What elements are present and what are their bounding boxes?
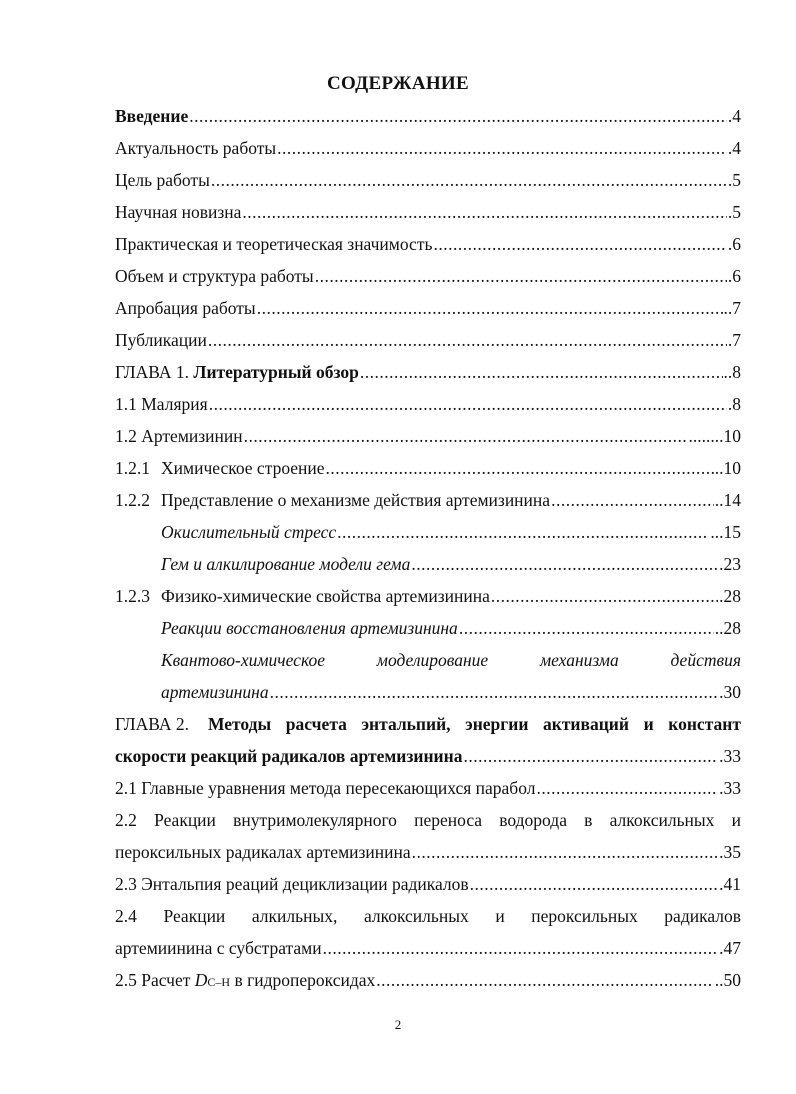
toc-page: ..10 xyxy=(714,458,741,478)
toc-entry-radicals-line2[interactable] xyxy=(115,938,741,962)
toc-page: ..8 xyxy=(723,362,741,382)
toc-entry-text: Представление о механизме действия артемизинина xyxy=(161,490,551,510)
toc-word: Реакции xyxy=(154,810,216,830)
toc-leader xyxy=(242,202,726,223)
toc-page: ..28 xyxy=(714,618,741,638)
toc-entry-chapter-2-line2[interactable] xyxy=(115,746,741,770)
toc-leader xyxy=(326,458,714,479)
toc-entry-text: Химическое строение xyxy=(161,458,325,478)
toc-entry-quantum-line1[interactable] xyxy=(161,650,741,674)
toc-word: алкильных, xyxy=(251,906,338,926)
toc-entry-significance[interactable] xyxy=(115,234,741,258)
toc-page: .8 xyxy=(727,394,741,414)
toc-word: Реакции xyxy=(163,906,226,926)
toc-page: .6 xyxy=(727,234,741,254)
toc-word: расчета xyxy=(285,714,347,734)
toc-word: алкоксильных xyxy=(609,810,715,830)
toc-word: радикалов xyxy=(664,906,741,926)
toc-entry-number: 1.2.1 xyxy=(115,458,150,478)
toc-word: алкоксильных xyxy=(363,906,469,926)
toc-entry-text: Публикации xyxy=(115,330,207,350)
toc-leader xyxy=(323,938,719,959)
toc-entry-novelty[interactable] xyxy=(115,202,741,226)
toc-entry-relevance[interactable] xyxy=(115,138,741,162)
toc-page: .7 xyxy=(727,330,741,350)
toc-entry-text: Окислительный стресс xyxy=(161,522,337,542)
toc-entry-publications[interactable] xyxy=(115,330,741,354)
toc-word: и xyxy=(643,714,654,734)
toc-entry-heme[interactable] xyxy=(161,554,741,578)
toc-word: внутримолекулярного xyxy=(233,810,397,830)
toc-entry-oxidative-stress[interactable] xyxy=(161,522,741,546)
toc-leader xyxy=(491,586,718,607)
toc-word: и xyxy=(495,906,505,926)
toc-entry-text: 2.5 Расчет xyxy=(115,970,191,990)
toc-word: 2.2 xyxy=(115,810,137,830)
toc-entry-approbation[interactable] xyxy=(115,298,741,322)
toc-leader xyxy=(376,970,713,991)
toc-entry-structure[interactable] xyxy=(115,266,741,290)
toc-word: и xyxy=(731,810,741,830)
toc-word: констант xyxy=(668,714,741,734)
toc-word: энтальпий, xyxy=(361,714,451,734)
toc-page: .28 xyxy=(719,586,741,606)
toc-entry-artemisinin[interactable] xyxy=(115,426,741,450)
toc-word: 2.4 xyxy=(115,906,137,926)
toc-entry-chapter-1[interactable] xyxy=(115,362,741,386)
toc-word: активаций xyxy=(543,714,629,734)
toc-entry-text: Научная новизна xyxy=(115,202,242,222)
toc-entry-introduction[interactable] xyxy=(115,106,741,130)
toc-entry-quantum-line2[interactable] xyxy=(161,682,741,706)
toc-page: .47 xyxy=(719,938,741,958)
toc-entry-chapter-2-line1[interactable] xyxy=(115,714,741,738)
toc-page: .23 xyxy=(719,554,741,574)
toc-leader xyxy=(277,138,727,159)
toc-subscript: C–H xyxy=(207,975,231,989)
toc-entry-text: Литературный обзор xyxy=(193,362,359,382)
toc-page: .33 xyxy=(719,778,741,798)
toc-page: .30 xyxy=(719,682,741,702)
toc-entry-dch-calculation[interactable] xyxy=(115,970,741,994)
page-number: 2 xyxy=(394,1017,402,1032)
toc-page: .4 xyxy=(727,106,741,126)
toc-leader xyxy=(360,362,723,383)
toc-word: Методы xyxy=(208,714,272,734)
toc-entry-text: Гем и алкилирование модели гема xyxy=(161,554,411,574)
toc-word: Квантово-химическое xyxy=(161,650,325,670)
toc-word: механизма xyxy=(539,650,619,670)
toc-entry-text: артемизинина xyxy=(161,682,269,702)
toc-entry-text: пероксильных радикалах артемизинина xyxy=(115,842,411,862)
toc-entry-h-transfer-line1[interactable] xyxy=(115,810,741,834)
toc-entry-text: скорости реакций радикалов артемизинина xyxy=(115,746,463,766)
toc-word: в xyxy=(584,810,593,830)
toc-page: .4 xyxy=(727,138,741,158)
toc-page: ...15 xyxy=(710,522,741,542)
toc-leader xyxy=(459,618,714,639)
toc-page: .6 xyxy=(727,266,741,286)
toc-entry-text: Практическая и теоретическая значимость xyxy=(115,234,433,254)
toc-entry-parabola-method[interactable] xyxy=(115,778,741,802)
toc-word: действия xyxy=(670,650,741,670)
toc-entry-text: Апробация работы xyxy=(115,298,256,318)
toc-entry-text: Введение xyxy=(115,106,189,126)
toc-leader xyxy=(315,266,727,287)
toc-variable-d: D xyxy=(194,970,208,990)
toc-entry-number: 1.2.3 xyxy=(115,586,150,606)
toc-word: пероксильных xyxy=(531,906,638,926)
toc-entry-text: 1.2 Артемизинин xyxy=(115,426,243,446)
toc-entry-text: Актуальность работы xyxy=(115,138,277,158)
toc-entry-enthalpy[interactable] xyxy=(115,874,741,898)
toc-entry-physchem[interactable] xyxy=(115,586,741,610)
toc-leader xyxy=(536,778,718,799)
toc-entry-text: Физико-химические свойства артемизинина xyxy=(161,586,490,606)
toc-entry-text: Объем и структура работы xyxy=(115,266,314,286)
toc-entry-text: Реакции восстановления артемизинина xyxy=(161,618,458,638)
toc-entry-h-transfer-line2[interactable] xyxy=(115,842,741,866)
toc-entry-chemical-structure[interactable] xyxy=(115,458,741,482)
page-title: СОДЕРЖАНИЕ xyxy=(327,73,469,94)
toc-page: ..14 xyxy=(714,490,741,510)
toc-leader xyxy=(270,682,719,703)
toc-leader xyxy=(551,490,714,511)
toc-entry-goal[interactable] xyxy=(115,170,741,194)
toc-leader xyxy=(208,330,727,351)
toc-page: .33 xyxy=(719,746,741,766)
toc-page: .35 xyxy=(719,842,741,862)
toc-entry-number: 1.2.2 xyxy=(115,490,150,510)
toc-leader xyxy=(244,426,688,447)
toc-leader xyxy=(337,522,709,543)
toc-leader xyxy=(211,170,727,191)
toc-word: водорода xyxy=(499,810,567,830)
toc-entry-text: артемиинина с субстратами xyxy=(115,938,322,958)
toc-entry-reduction[interactable] xyxy=(161,618,741,642)
toc-leader xyxy=(470,874,718,895)
toc-page: ..7 xyxy=(723,298,741,318)
toc-leader xyxy=(257,298,723,319)
toc-entry-radicals-line1[interactable] xyxy=(115,906,741,930)
toc-leader xyxy=(189,106,727,127)
toc-leader xyxy=(463,746,718,767)
toc-page: ..50 xyxy=(714,970,741,990)
toc-chapter-prefix: ГЛАВА 1. xyxy=(115,362,194,382)
toc-entry-text: Цель работы xyxy=(115,170,210,190)
toc-leader xyxy=(433,234,726,255)
toc-page: .5 xyxy=(727,170,741,190)
toc-word: моделирование xyxy=(376,650,489,670)
toc-leader xyxy=(412,842,718,863)
toc-entry-text: 1.1 Малярия xyxy=(115,394,208,414)
toc-word: переноса xyxy=(414,810,483,830)
toc-chapter-prefix: ГЛАВА 2. xyxy=(115,714,194,734)
toc-page: ........10 xyxy=(688,426,741,446)
toc-entry-text-2: в гидропероксидах xyxy=(230,970,376,990)
toc-leader xyxy=(411,554,718,575)
toc-entry-text: 2.3 Энтальпия реаций дециклизации радикалов xyxy=(115,874,469,894)
toc-leader xyxy=(209,394,727,415)
toc-entry-mechanism[interactable] xyxy=(115,490,741,514)
toc-page: .41 xyxy=(719,874,741,894)
toc-word: энергии xyxy=(465,714,529,734)
toc-page: .5 xyxy=(727,202,741,222)
toc-entry-text: 2.1 Главные уравнения метода пересекающихся парабол xyxy=(115,778,536,798)
toc-entry-malaria[interactable] xyxy=(115,394,741,418)
